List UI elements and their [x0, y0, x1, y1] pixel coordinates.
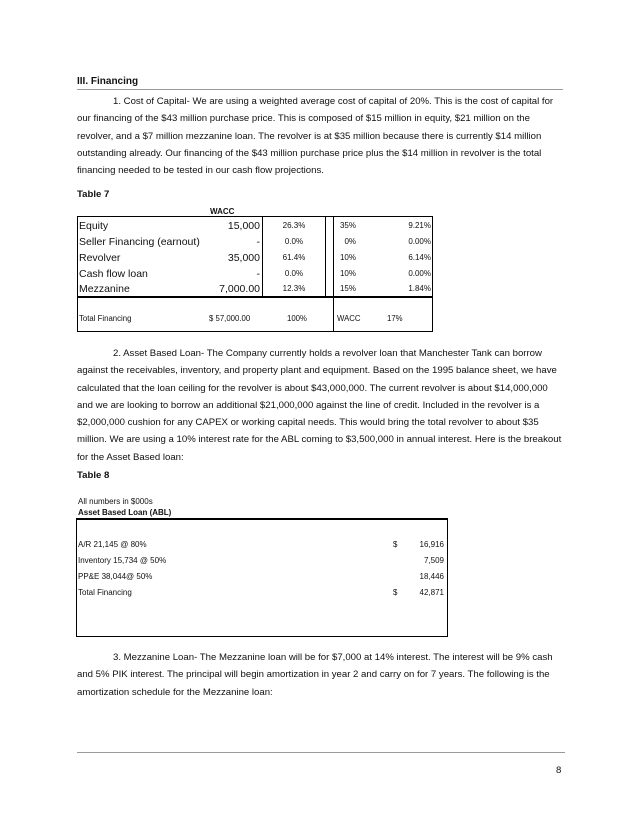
- section-divider: [77, 89, 563, 90]
- row-weighted: 0.00%: [408, 237, 431, 246]
- table-row: [77, 537, 447, 553]
- row-rate: 0%: [344, 237, 356, 246]
- section-title: III. Financing: [77, 76, 139, 87]
- row-rate: 35%: [339, 221, 356, 230]
- row-rate: 10%: [339, 269, 356, 278]
- row-label: A/R 21,145 @ 80%: [78, 540, 147, 549]
- table7-label: Table 7: [77, 189, 110, 200]
- total-financing-amount: $ 57,000.00: [209, 314, 251, 323]
- row-pct: 0.0%: [284, 237, 304, 246]
- row-name: Cash flow loan: [79, 268, 148, 280]
- row-amount: 35,000: [227, 252, 260, 264]
- table-row: [77, 585, 447, 601]
- table-row: [77, 569, 447, 585]
- row-label: PP&E 38,044@ 50%: [78, 572, 153, 581]
- row-value: 42,871: [419, 588, 444, 597]
- row-value: 16,916: [419, 540, 444, 549]
- row-currency: $: [393, 540, 398, 549]
- total-financing-label: Total Financing: [79, 314, 132, 323]
- table-row: [78, 234, 432, 250]
- table-row: [78, 218, 432, 234]
- wacc-label: WACC: [337, 314, 361, 323]
- row-pct: 12.3%: [282, 284, 306, 293]
- abl-table: [76, 518, 448, 637]
- row-amount: 15,000: [227, 220, 260, 232]
- paragraph-cost-of-capital: 1. Cost of Capital- We are using a weighted average cost of capital of 20%. This is the cost of capital for our financing of the $43 million purchase price. This is composed of $15 million in equity, $21 million on the revolver, and a $7 million mezzanine loan. The revolver is at $35 million because there is currently $14 million outstanding already. Our financing of the $43 million purchase price plus the $14 million in revolver is the total financing needed to be tested in our cash flow projections.: [77, 96, 554, 177]
- row-weighted: 0.00%: [408, 269, 431, 278]
- table-row: [78, 250, 432, 266]
- row-name: Equity: [79, 220, 109, 232]
- row-value: 7,509: [423, 556, 444, 565]
- row-weighted: 6.14%: [408, 253, 431, 262]
- paragraph-mezzanine-loan: 3. Mezzanine Loan- The Mezzanine loan will be for $7,000 at 14% interest. The interest will be 9% cash and 5% PIK interest. The principal will begin amortization in year 2 and carry on for 7 years. The following is the amortization schedule for the Mezzanine loan:: [77, 652, 553, 698]
- row-label: Total Financing: [78, 588, 132, 597]
- units-note: All numbers in $000s: [78, 497, 153, 506]
- row-name: Seller Financing (earnout): [79, 236, 200, 248]
- col-divider: [333, 298, 334, 331]
- row-currency: $: [393, 588, 398, 597]
- row-pct: 26.3%: [282, 221, 306, 230]
- wacc-header: WACC: [210, 207, 235, 216]
- table-row: [78, 281, 432, 297]
- row-pct: 61.4%: [282, 253, 306, 262]
- row-rate: 15%: [339, 284, 356, 293]
- table8-label: Table 8: [77, 470, 110, 481]
- row-value: 18,446: [419, 572, 444, 581]
- abl-title: Asset Based Loan (ABL): [78, 508, 172, 517]
- footer-divider: [77, 752, 565, 753]
- row-label: Inventory 15,734 @ 50%: [78, 556, 167, 565]
- table-row: [77, 553, 447, 569]
- row-amount: 7,000.00: [219, 283, 260, 295]
- table-row: [78, 266, 432, 282]
- paragraph-asset-based-loan: 2. Asset Based Loan- The Company currently holds a revolver loan that Manchester Tank can borrow against the receivables, inventory, and property plant and equipment. Based on the 1995 balance sheet, we have calculated that the loan ceiling for the revolver is about $43,000,000. The current revolver is about $14,000,000 and we are looking to borrow an additional $21,000,000 against the line of credit. Included in the revolver is a $2,000,000 cushion for any CAPEX or working capital needs. This would bring the total revolver to about $35 million. We are using a 10% interest rate for the ABL coming to $3,500,000 in annual interest. Here is the breakout for the Asset Based loan:: [77, 348, 562, 463]
- row-amount: -: [256, 268, 260, 280]
- row-amount: -: [256, 236, 260, 248]
- wacc-table: [77, 216, 433, 332]
- wacc-value: 17%: [387, 314, 403, 323]
- row-weighted: 9.21%: [408, 221, 431, 230]
- page-number: 8: [556, 765, 562, 776]
- row-weighted: 1.84%: [408, 284, 431, 293]
- row-name: Revolver: [79, 252, 121, 264]
- row-name: Mezzanine: [79, 283, 130, 295]
- total-financing-pct: 100%: [287, 314, 307, 323]
- row-rate: 10%: [339, 253, 356, 262]
- row-pct: 0.0%: [284, 269, 304, 278]
